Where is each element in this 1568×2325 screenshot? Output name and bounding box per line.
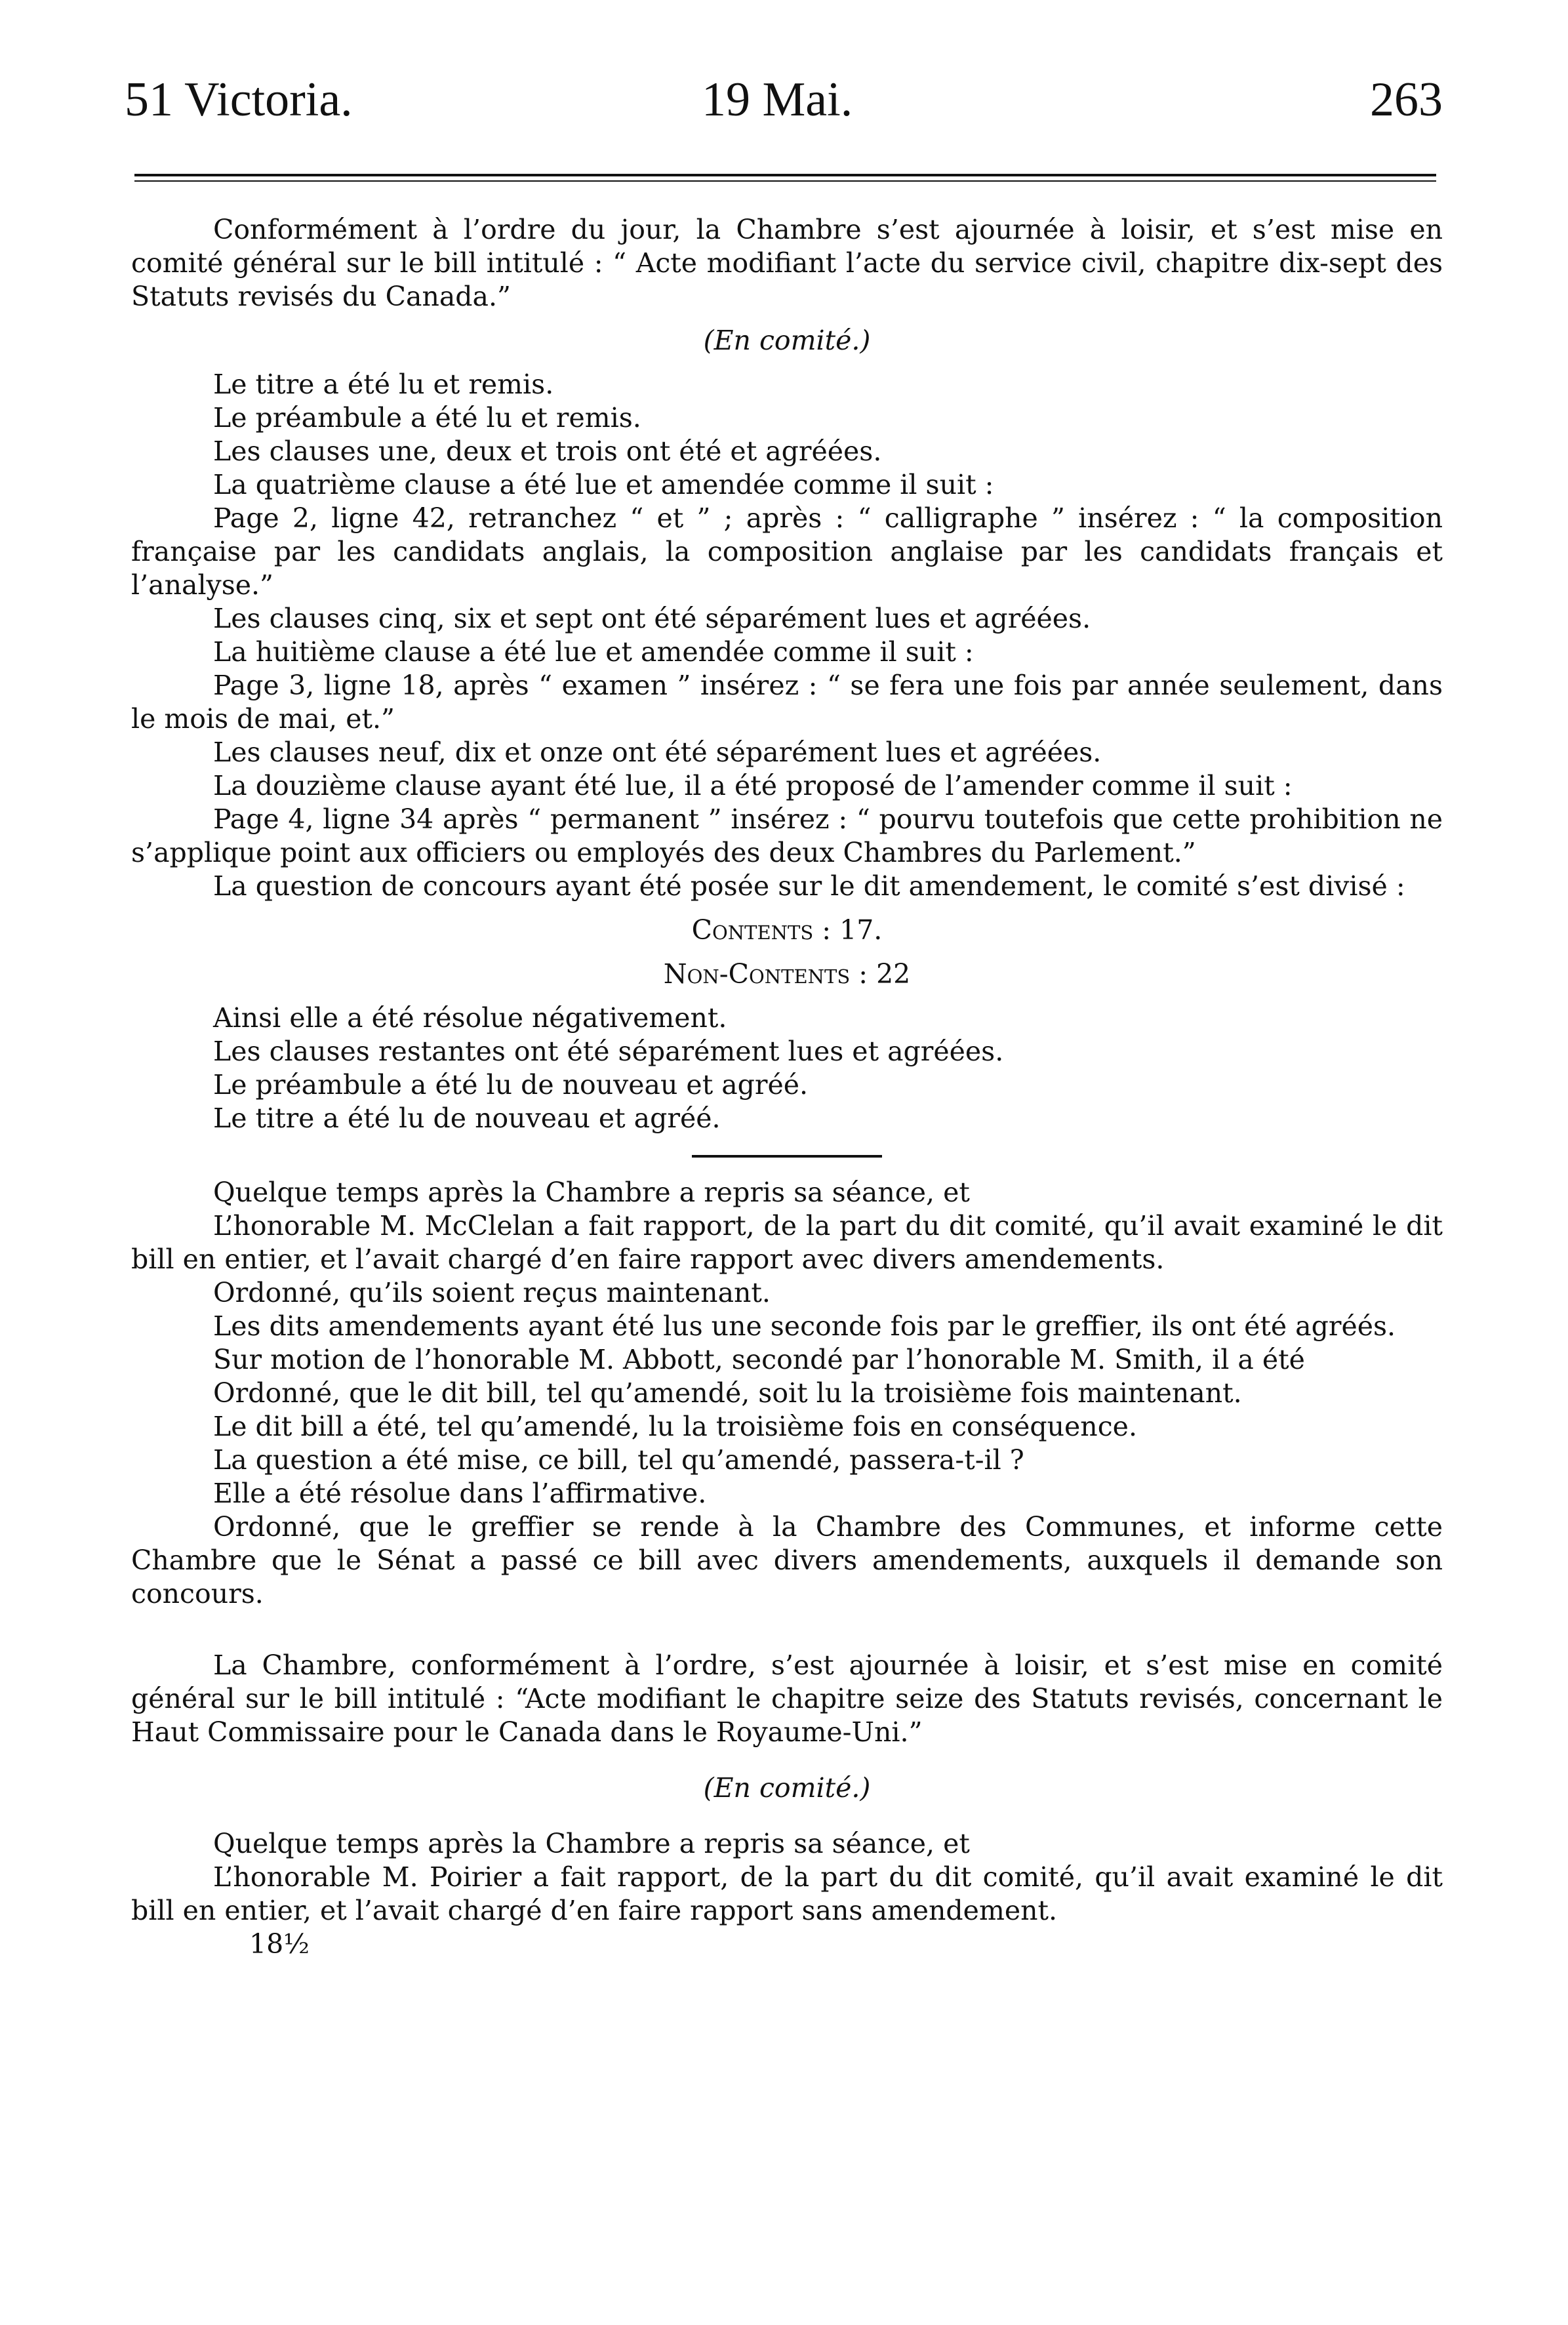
- minute-clause-12: La douzième clause ayant été lue, il a été proposé de l’amender comme il suit :: [213, 770, 1293, 801]
- section-separator: [692, 1155, 882, 1158]
- minute-clauses-9-11: Les clauses neuf, dix et onze ont été séparément lues et agréées.: [213, 737, 1102, 768]
- running-head: [125, 72, 1443, 144]
- minute-division: La question de concours ayant été posée sur le dit amendement, le comité s’est divisé :: [213, 870, 1405, 902]
- paragraph-committee-high-commissioner: La Chambre, conformément à l’ordre, s’est ajournée à loisir, et s’est mise en comité général sur le bill intitulé : “Acte modifiant le chapitre seize des Statuts revisés, concernant le Haut Commissaire pour le Canada dans le Royaume-Uni.”: [131, 1649, 1443, 1748]
- vote-non-contents: Non-Contents : 22: [663, 958, 911, 990]
- minute-preamble-read: Le préambule a été lu et remis.: [213, 402, 641, 434]
- minute-preamble-again: Le préambule a été lu de nouveau et agréé.: [213, 1069, 809, 1101]
- page-body: [131, 213, 1443, 1961]
- minute-clause-8: La huitième clause a été lue et amendée comme il suit :: [213, 636, 974, 668]
- minute-amendments-agreed: Les dits amendements ayant été lus une seconde fois par le greffier, ils ont été agréés.: [213, 1310, 1396, 1342]
- minute-report-mcclelan: L’honorable M. McClelan a fait rapport, de la part du dit comité, qu’il avait examiné le dit bill en entier, et l’avait chargé d’en faire rapport avec divers amendements.: [131, 1210, 1443, 1275]
- minute-title-again: Le titre a été lu de nouveau et agréé.: [213, 1102, 721, 1134]
- amendment-page-4: Page 4, ligne 34 après “ permanent ” insérez : “ pourvu toutefois que cette prohibition ne s’applique point aux officiers ou employés des deux Chambres du Parlement.”: [131, 803, 1443, 868]
- minute-motion-abbott: Sur motion de l’honorable M. Abbott, secondé par l’honorable M. Smith, il a été: [213, 1344, 1305, 1375]
- minute-remaining-clauses: Les clauses restantes ont été séparément lues et agréées.: [213, 1036, 1004, 1067]
- header-rule-thin: [134, 180, 1436, 182]
- amendment-page-2: Page 2, ligne 42, retranchez “ et ” ; après : “ calligraphe ” insérez : “ la composition française par les candidats anglais, la composition anglaise par les candidats français et l’analyse.”: [131, 502, 1443, 601]
- minute-ordered-third-reading: Ordonné, que le dit bill, tel qu’amendé, soit lu la troisième fois maintenant.: [213, 1377, 1242, 1409]
- minute-title-read: Le titre a été lu et remis.: [213, 369, 554, 400]
- minute-affirmative: Elle a été résolue dans l’affirmative.: [213, 1478, 707, 1509]
- signature-mark: 18½: [249, 1928, 310, 1960]
- minute-clerk-commons: Ordonné, que le greffier se rende à la Chambre des Communes, et informe cette Chambre que le Sénat a passé ce bill avec divers amendements, auxquels il demande son concours.: [131, 1511, 1443, 1609]
- minute-resumed-2: Quelque temps après la Chambre a repris sa séance, et: [213, 1828, 970, 1859]
- minute-report-poirier: L’honorable M. Poirier a fait rapport, de la part du dit comité, qu’il avait examiné le dit bill en entier, et l’avait chargé d’en faire rapport sans amendement.: [131, 1861, 1443, 1926]
- en-comite-heading: (En comité.): [703, 325, 871, 356]
- minute-question-put: La question a été mise, ce bill, tel qu’amendé, passera-t-il ?: [213, 1444, 1024, 1476]
- en-comite-heading-2: (En comité.): [703, 1772, 871, 1804]
- minute-ordered-received: Ordonné, qu’ils soient reçus maintenant.: [213, 1277, 771, 1308]
- page-number: 263: [1370, 73, 1443, 127]
- vote-contents: Contents : 17.: [691, 914, 883, 946]
- amendment-page-3: Page 3, ligne 18, après “ examen ” insérez : “ se fera une fois par année seulement, dans le mois de mai, et.”: [131, 670, 1443, 735]
- minute-clauses-5-7: Les clauses cinq, six et sept ont été séparément lues et agréées.: [213, 603, 1091, 634]
- header-date: 19 Mai.: [702, 73, 853, 127]
- minute-clauses-1-3: Les clauses une, deux et trois ont été et agréées.: [213, 435, 882, 467]
- header-rule: [134, 174, 1436, 176]
- paragraph-committee-civil-service: Conformément à l’ordre du jour, la Chambre s’est ajournée à loisir, et s’est mise en comité général sur le bill intitulé : “ Acte modifiant l’acte du service civil, chapitre dix-sept des Statuts revisés du Canada.”: [131, 214, 1443, 312]
- minute-negatived: Ainsi elle a été résolue négativement.: [213, 1002, 727, 1034]
- minute-clause-4: La quatrième clause a été lue et amendée comme il suit :: [213, 469, 994, 500]
- header-regnal-year: 51 Victoria.: [125, 73, 353, 127]
- minute-resumed: Quelque temps après la Chambre a repris sa séance, et: [213, 1177, 970, 1208]
- minute-third-reading: Le dit bill a été, tel qu’amendé, lu la troisième fois en conséquence.: [213, 1411, 1137, 1442]
